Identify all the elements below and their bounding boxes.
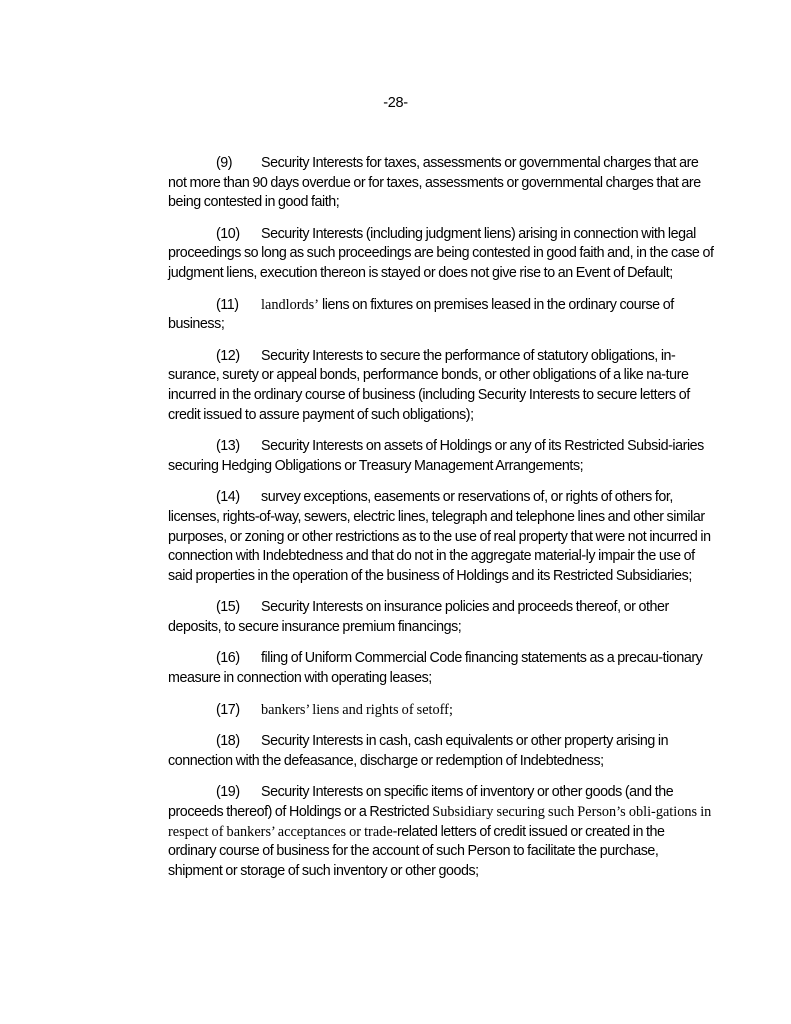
paragraph-text: Security Interests to secure the performance of statutory obligations, in-surance, surety or appeal bonds, performance bonds, or other obligations of a like na-ture incurred in the ordinary course of business (including Security Interests to secure letters of credit issued to assure payment of such obligations); [168, 347, 690, 423]
paragraph-number: (11) [216, 296, 239, 313]
paragraph-text: liens on fixtures on premises leased in the ordinary course of business; [168, 296, 674, 333]
paragraph-text-continued: -related letters of credit issued or created in the ordinary course of business for the account of such Person to facilitate the purchase, shipment or storage of such inventory or other goods; [168, 823, 665, 879]
paragraph-number: (18) [216, 733, 240, 750]
page-number: -28- [383, 95, 408, 111]
paragraph-text: Security Interests for taxes, assessments or governmental charges that are not more than 90 days overdue or for taxes, assessments or governmental charges that are being contested in good faith; [168, 155, 701, 211]
paragraph-15 [168, 598, 714, 637]
paragraph-14 [168, 488, 714, 586]
paragraph-9 [168, 154, 714, 213]
paragraph-16 [168, 649, 714, 688]
paragraph-number: (13) [216, 438, 240, 455]
paragraph-11 [168, 296, 714, 335]
paragraph-number: (9) [216, 155, 233, 171]
paragraph-text: Security Interests on insurance policies and proceeds thereof, or other deposits, to secure insurance premium financings; [168, 599, 669, 635]
paragraph-number: (15) [216, 599, 240, 616]
paragraph-number: (10) [216, 225, 240, 242]
paragraph-19 [168, 783, 714, 881]
paragraph-text-serif: landlords’ [261, 296, 319, 313]
paragraph-text: Security Interests in cash, cash equivalents or other property arising in connection with the defeasance, discharge or redemption of Indebtedness; [168, 733, 669, 769]
paragraph-number: (19) [216, 784, 240, 801]
paragraph-18 [168, 732, 714, 771]
paragraph-12 [168, 347, 714, 425]
paragraph-number: (16) [216, 650, 240, 667]
paragraph-text: survey exceptions, easements or reservations of, or rights of others for, licenses, rights-of-way, sewers, electric lines, telegraph and telephone lines and other similar purposes, or zoning or other restrictions as to the use of real property that were not incurred in connection with Indebtedness and that do not in the aggregate material-ly impair the use of said properties in the operation of the business of Holdings and its Restricted Subsidiaries; [168, 489, 711, 584]
paragraph-number: (12) [216, 347, 240, 364]
document-body [168, 154, 714, 893]
paragraph-text-serif: bankers’ liens and rights of setoff; [261, 701, 453, 718]
paragraph-13 [168, 437, 714, 476]
paragraph-17 [168, 701, 714, 721]
paragraph-text-serif: Subsidiary securing such Person’s obli-gations in respect of bankers’ acceptances or trade [168, 804, 712, 840]
paragraph-text: Security Interests on specific items of inventory or other goods (and the proceeds thereof) of Holdings or a Restricted [168, 784, 674, 821]
paragraph-text: Security Interests on assets of Holdings or any of its Restricted Subsid-iaries securing Hedging Obligations or Treasury Management Arrangements; [168, 438, 704, 474]
paragraph-10 [168, 225, 714, 284]
paragraph-number: (14) [216, 489, 240, 506]
paragraph-text: Security Interests (including judgment liens) arising in connection with legal proceedings so long as such proceedings are being contested in good faith and, in the case of judgment liens, execution thereon is stayed or does not give rise to an Event of Default; [168, 225, 714, 281]
paragraph-number: (17) [216, 701, 240, 718]
paragraph-text: filing of Uniform Commercial Code financing statements as a precau-tionary measure in connection with operating leases; [168, 650, 703, 687]
